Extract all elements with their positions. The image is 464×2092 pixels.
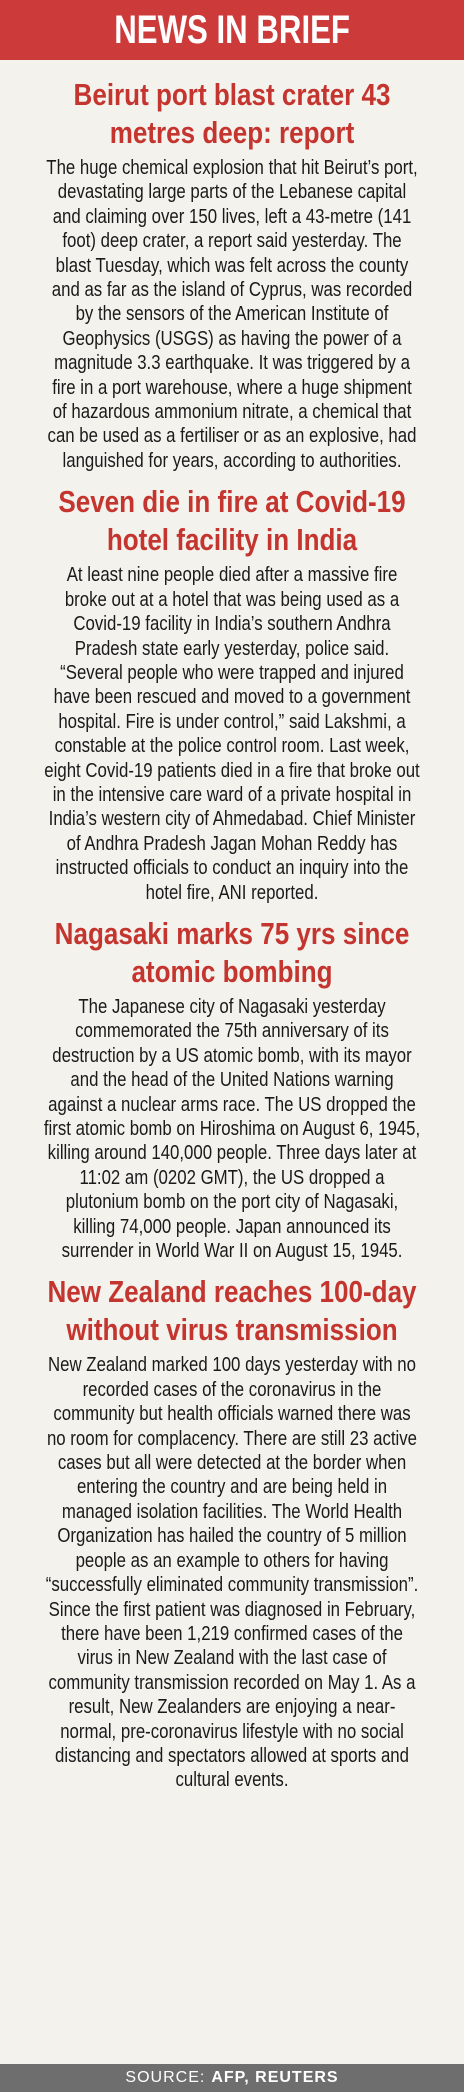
stories-column <box>8 76 456 1803</box>
source-label: SOURCE: <box>125 2069 206 2086</box>
story-beirut <box>8 76 456 473</box>
story-headline: Nagasaki marks 75 yrs since atomic bombing <box>54 915 410 989</box>
story-headline: Seven die in fire at Covid-19 hotel facility in India <box>58 484 406 558</box>
story-india-fire <box>8 483 456 905</box>
story-body: The huge chemical explosion that hit Beirut’s port, devastating large parts of the Lebanese capital and claiming over 150 lives, left a 43-metre (141 foot) deep crater, a report said yesterday. The blast Tuesday, which was felt across the county and as far as the island of Cyprus, was recorded by the sensors of the American Institute of Geophysics (USGS) as having the power of a magnitude 3.3 earthquake. It was triggered by a fire in a port warehouse, where a huge shipment of hazardous ammonium nitrate, a chemical that can be used as a fertiliser or as an explosive, had languished for years, according to authorities. <box>46 157 418 472</box>
story-new-zealand <box>8 1273 456 1792</box>
source-names: AFP, REUTERS <box>211 2069 339 2086</box>
source-credit <box>0 2064 464 2092</box>
section-banner <box>0 0 464 60</box>
section-title: NEWS IN BRIEF <box>114 7 350 52</box>
story-body: New Zealand marked 100 days yesterday with no recorded cases of the coronavirus in the community but health officials warned there was no room for complacency. There are still 23 active cases but all were detected at the border when entering the country and are being held in managed isolation facilities. The World Health Organization has hailed the country of 5 million people as an example to others for having “successfully eliminated community transmission”. Since the first patient was diagnosed in February, there have been 1,219 confirmed cases of the virus in New Zealand with the last case of community transmission recorded on May 1. As a result, New Zealanders are enjoying a near-normal, pre-coronavirus lifestyle with no social distancing and spectators allowed at sports and cultural events. <box>45 1354 419 1792</box>
story-body: At least nine people died after a massive fire broke out at a hotel that was being used as a Covid-19 facility in India’s southern Andhra Pradesh state early yesterday, police said. “Several people who were trapped and injured have been rescued and moved to a government hospital. Fire is under control,” said Lakshmi, a constable at the police control room. Last week, eight Covid-19 patients died in a fire that broke out in the intensive care ward of a private hospital in India’s western city of Ahmedabad. Chief Minister of Andhra Pradesh Jagan Mohan Reddy has instructed officials to conduct an inquiry into the hotel fire, ANI reported. <box>44 564 420 904</box>
story-body: The Japanese city of Nagasaki yesterday commemorated the 75th anniversary of its destruction by a US atomic bomb, with its mayor and the head of the United Nations warning against a nuclear arms race. The US dropped the first atomic bomb on Hiroshima on August 6, 1945, killing around 140,000 people. Three days later at 11:02 am (0202 GMT), the US dropped a plutonium bomb on the port city of Nagasaki, killing 74,000 people. Japan announced its surrender in World War II on August 15, 1945. <box>43 995 421 1263</box>
story-nagasaki <box>8 915 456 1263</box>
story-headline: New Zealand reaches 100-day without virus transmission <box>47 1274 417 1348</box>
story-headline: Beirut port blast crater 43 metres deep: report <box>73 77 391 150</box>
